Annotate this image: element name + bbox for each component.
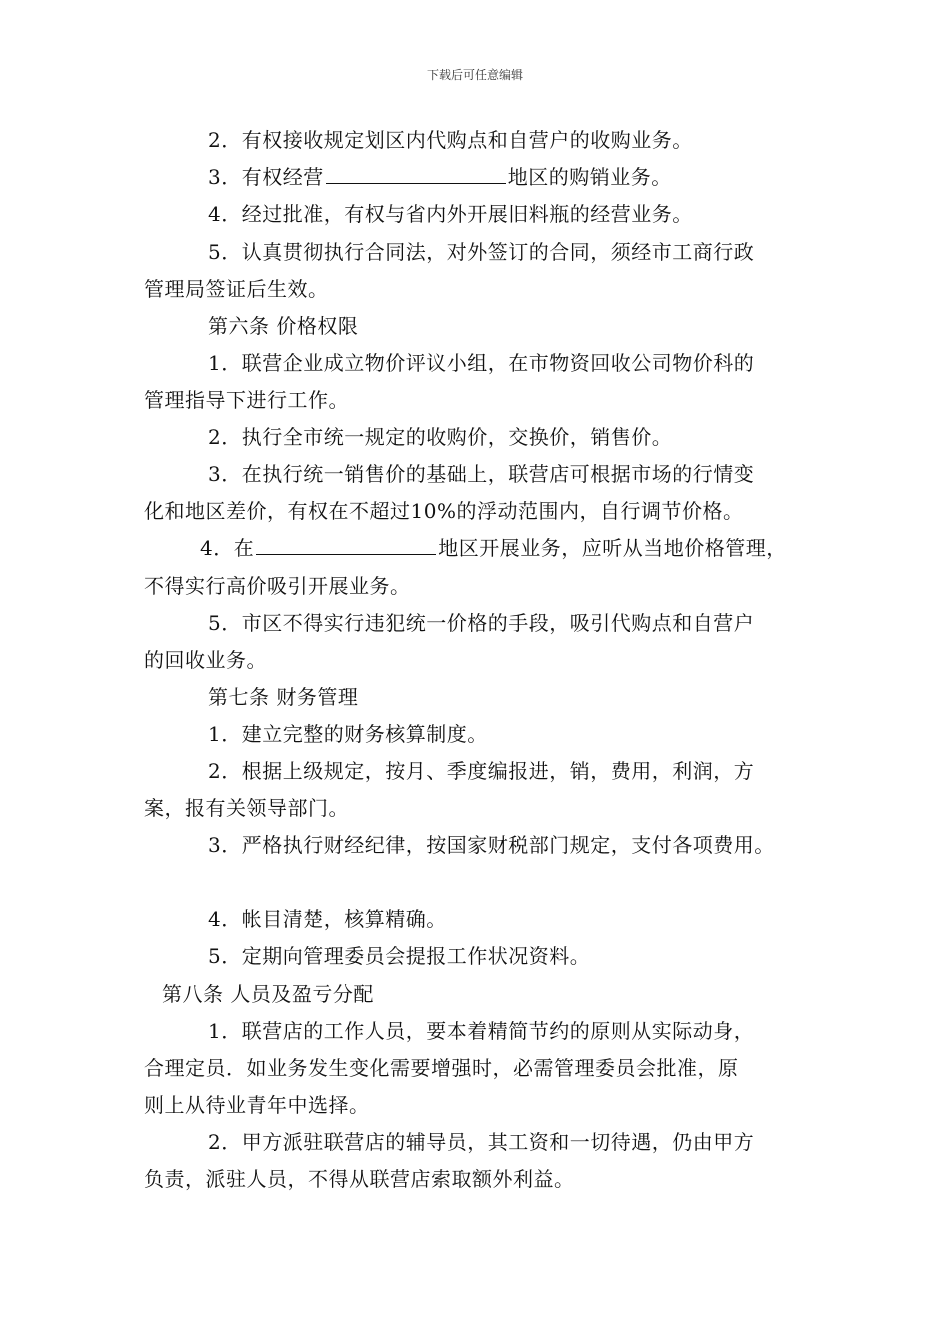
text-line: 2．有权接收规定划区内代购点和自营户的收购业务。 — [208, 128, 693, 152]
section-heading: 第八条 人员及盈亏分配 — [162, 982, 374, 1006]
text-segment: 地区开展业务，应听从当地价格管理， — [438, 536, 787, 560]
text-line: 2．执行全市统一规定的收购价，交换价，销售价。 — [208, 425, 673, 449]
text-line: 3．在执行统一销售价的基础上，联营店可根据市场的行情变 — [208, 462, 755, 486]
text-line: 1．建立完整的财务核算制度。 — [208, 722, 488, 746]
text-line: 则上从待业青年中选择。 — [144, 1093, 370, 1117]
text-line: 5．认真贯彻执行合同法，对外签订的合同，须经市工商行政 — [208, 240, 755, 264]
section-heading: 第六条 价格权限 — [208, 314, 359, 338]
text-line: 不得实行高价吸引开展业务。 — [144, 574, 411, 598]
text-line-with-blank — [208, 161, 672, 190]
text-line: 案，报有关领导部门。 — [144, 796, 349, 820]
section-heading: 第七条 财务管理 — [208, 685, 359, 709]
text-line: 5．市区不得实行违犯统一价格的手段，吸引代购点和自营户 — [208, 611, 755, 635]
text-line: 管理局签证后生效。 — [144, 277, 329, 301]
fill-in-blank — [326, 165, 506, 184]
text-segment: 地区的购销业务。 — [507, 165, 672, 189]
text-line: 2．甲方派驻联营店的辅导员，其工资和一切待遇，仍由甲方 — [208, 1130, 755, 1154]
fill-in-blank — [256, 536, 436, 555]
text-line: 2．根据上级规定，按月、季度编报进，销，费用，利润，方 — [208, 759, 755, 783]
text-line: 管理指导下进行工作。 — [144, 388, 349, 412]
page-header: 下载后可任意编辑 — [426, 68, 523, 82]
text-line: 合理定员．如业务发生变化需要增强时，必需管理委员会批准，原 — [144, 1056, 739, 1080]
text-line: 5．定期向管理委员会提报工作状况资料。 — [208, 944, 591, 968]
text-line: 4．经过批准，有权与省内外开展旧料瓶的经营业务。 — [208, 202, 693, 226]
text-line: 3．严格执行财经纪律，按国家财税部门规定，支付各项费用。 — [208, 833, 775, 857]
text-line: 1．联营企业成立物价评议小组，在市物资回收公司物价科的 — [208, 351, 755, 375]
text-line: 4．帐目清楚，核算精确。 — [208, 907, 447, 931]
text-line-with-blank — [200, 532, 787, 561]
text-segment: 4．在 — [200, 536, 255, 560]
text-line: 化和地区差价，有权在不超过10%的浮动范围内，自行调节价格。 — [144, 499, 744, 523]
text-segment: 3．有权经营 — [208, 165, 324, 189]
text-line: 负责，派驻人员，不得从联营店索取额外利益。 — [144, 1167, 575, 1191]
text-line: 1．联营店的工作人员，要本着精简节约的原则从实际动身， — [208, 1019, 755, 1043]
text-line: 的回收业务。 — [144, 648, 267, 672]
